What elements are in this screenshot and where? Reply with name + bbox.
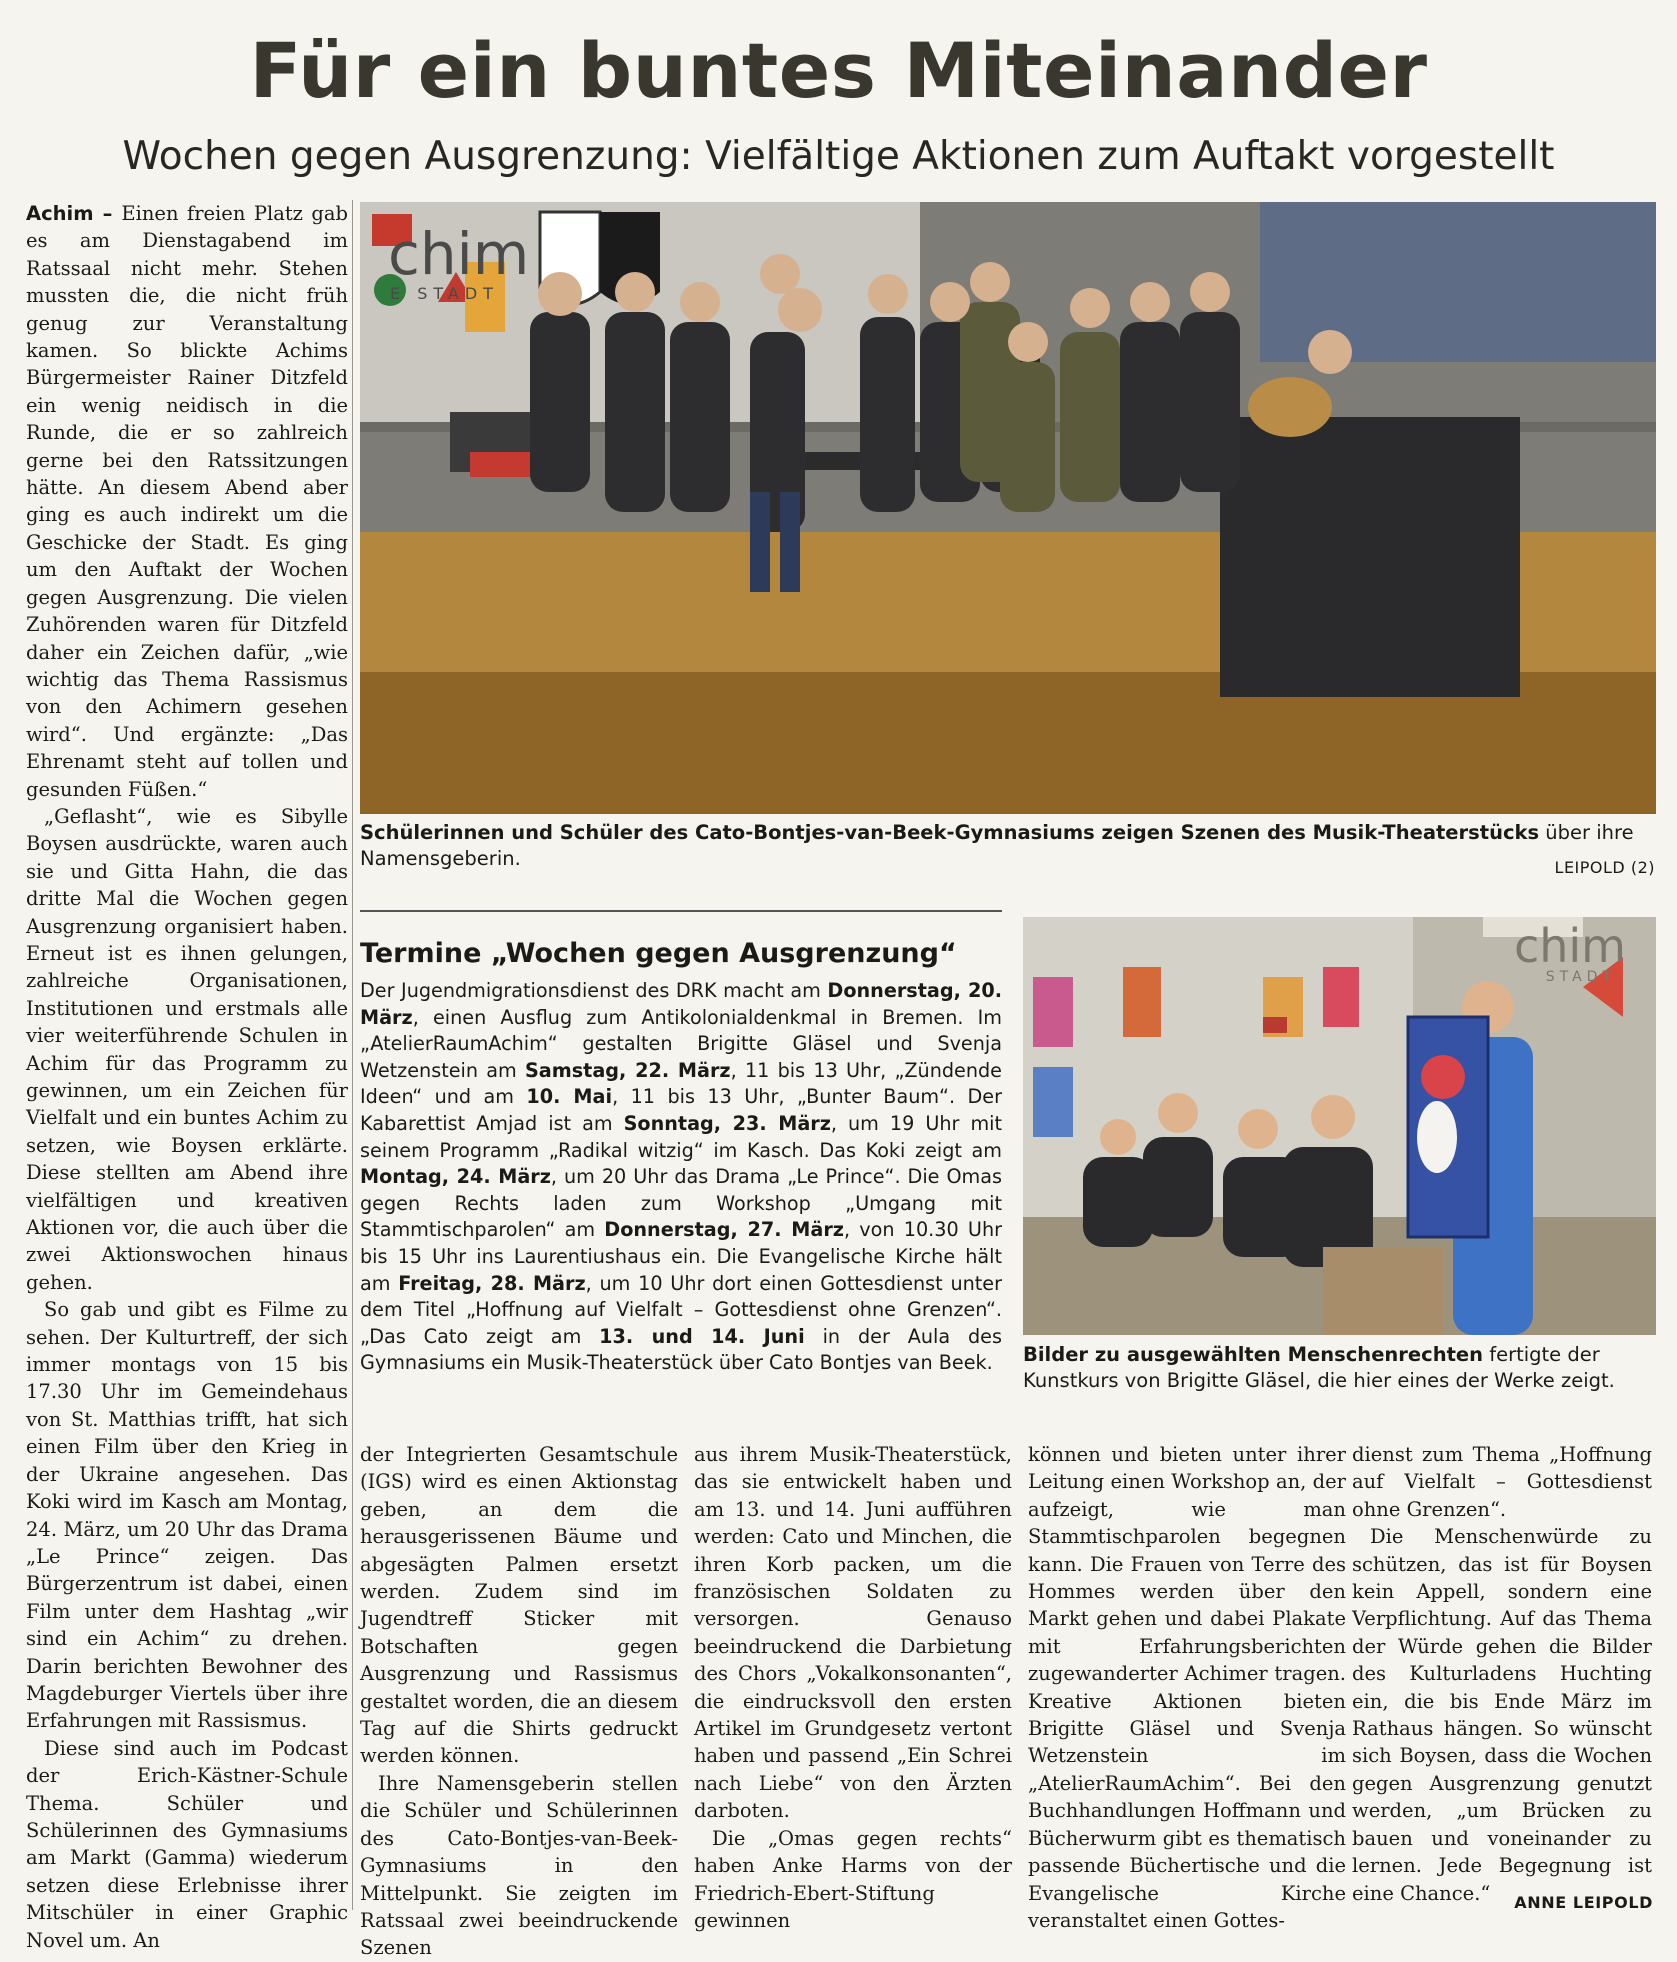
paragraph: aus ihrem Musik-Theaterstück, das sie entwickelt haben und am 13. und 14. Juni aufführen werden: Cato und Minchen, die ihren Korb packen, um die französischen Soldaten zu versorgen. Genauso beeindruckend die Darbietung des Chors „Vokalkonsonanten“, die eindrucksvoll den ersten Artikel im Grundgesetz vertont haben und passend „Ein Schrei nach Liebe“ von den Ärzten darboten. [694, 1443, 1012, 1823]
caption-text: über ihre Namensgeberin. [360, 821, 1634, 870]
article-column-5 [1352, 1441, 1652, 1907]
choir-scene-illustration [360, 202, 1656, 814]
wall-lettering: chim [1513, 919, 1626, 973]
caption-text: fertigte der Kunstkurs von Brigitte Gläsel, die hier eines der Werke zeigt. [1023, 1343, 1615, 1392]
paragraph: Die „Omas gegen rechts“ haben Anke Harms von der Friedrich-Ebert-Stiftung gewinnen [694, 1826, 1012, 1932]
subheadline: Wochen gegen Ausgrenzung: Vielfältige Aktionen zum Auftakt vorgestellt [122, 134, 1555, 179]
infobox-text: , von 10.30 Uhr bis 15 Uhr ins Laurentiushaus ein. Die Evangelische Kirche hält am [360, 1218, 1002, 1295]
infobox-body [360, 978, 1002, 1377]
paragraph: Diese sind auch im Podcast der Erich-Kästner-Schule Thema. Schüler und Schülerinnen des Gymnasiums am Markt (Gamma) wiederum setzen diese Erlebnisse ihrer Mitschüler in einer Graphic Novel um. An [26, 1736, 348, 1952]
infobox-text: , 11 bis 13 Uhr, „Bunter Baum“. Der Kabarettist Amjad ist am [360, 1085, 1003, 1135]
byline: ANNE LEIPOLD [1514, 1893, 1653, 1912]
infobox-text: , 11 bis 13 Uhr, „Zündende Ideen“ und am [360, 1058, 1002, 1109]
paragraph [26, 200, 348, 803]
infobox-date: Donnerstag, 20. März [360, 979, 1002, 1029]
infobox-date: Freitag, 28. März [398, 1271, 586, 1295]
caption-bold: Bilder zu ausgewählten Menschenrechten [1023, 1343, 1484, 1366]
infobox-date: Donnerstag, 27. März [604, 1218, 844, 1242]
photo-caption [1023, 1342, 1656, 1394]
infobox-text: , einen Ausflug zum Antikolonialdenkmal in Bremen. Im „AtelierRaumAchim“ gestalten Brigitte Gläsel und Svenja Wetzenstein am [360, 1005, 1002, 1082]
infobox-date: Sonntag, 23. März [623, 1111, 831, 1135]
paragraph: „Geflasht“, wie es Sibylle Boysen ausdrückte, waren auch sie und Gitta Hahn, die das dritte Mal die Wochen gegen Ausgrenzung organisiert haben. Erneut ist es ihnen gelungen, zahlreiche Organisationen, Institutionen und erstmals alle vier weiterführende Schulen in Achim für das Programm zu gewinnen, um ein Zeichen für Vielfalt und ein buntes Achim zu setzen, wie Boysen erklärte. Diese stellten am Abend ihre vielfältigen und kreativen Aktionen vor, die auch über die zwei Aktionswochen hinaus gehen. [26, 804, 348, 1294]
infobox-text: , um 10 Uhr dort einen Gottesdienst unter dem Titel „Hoffnung auf Vielfalt – Gottesdienst ohne Grenzen“. „Das Cato zeigt am [360, 1271, 1002, 1348]
paragraph: dienst zum Thema „Hoffnung auf Vielfalt – Gottesdienst ohne Grenzen“. [1352, 1443, 1652, 1521]
dateline: Achim – [26, 202, 122, 225]
infobox-date: 10. Mai [526, 1085, 613, 1109]
article-column-3 [694, 1441, 1012, 1934]
wall-lettering: chim [388, 220, 530, 288]
artwork-photo [1023, 917, 1656, 1335]
article-column-1 [26, 200, 348, 1954]
paragraph-text: Einen freien Platz gab es am Dienstagabend im Ratssaal nicht mehr. Stehen mussten die, die nicht früh genug zur Veranstaltung kamen. So blickte Achims Bürgermeister Rainer Ditzfeld ein wenig neidisch in die Runde, die er so zahlreich gerne bei den Ratssitzungen hätte. An diesem Abend aber ging es auch indirekt um die Geschicke der Stadt. Es ging um den Auftakt der Wochen gegen Ausgrenzung. Die vielen Zuhörenden waren für Ditzfeld daher ein Zeichen dafür, „wie wichtig das Thema Rassismus von den Achimern gesehen wird“. Und ergänzte: „Das Ehrenamt steht auf tollen und gesunden Füßen.“ [26, 202, 348, 801]
column-divider [352, 200, 353, 1910]
headline: Für ein buntes Miteinander [249, 26, 1428, 115]
paragraph: Die Menschenwürde zu schützen, das ist für Boysen kein Appell, sondern eine Verpflichtung. Auf das Thema der Würde gehen die Bilder des Kulturladens Huchting ein, die bis Ende März im Rathaus hängen. So wünscht sich Boysen, dass die Wochen gegen Ausgrenzung genutzt werden, „um Brücken zu bauen und voneinander zu lernen. Jede Begegnung ist eine Chance.“ [1352, 1525, 1652, 1905]
infobox-title: Termine „Wochen gegen Ausgrenzung“ [360, 938, 957, 969]
infobox-date: 13. und 14. Juni [599, 1324, 805, 1348]
infobox-date: Montag, 24. März [360, 1165, 551, 1189]
infobox-text: Der Jugendmigrationsdienst des DRK macht am [360, 979, 828, 1002]
paragraph: können und bieten unter ihrer Leitung einen Workshop an, der aufzeigt, wie man Stammtischparolen begegnen kann. Die Frauen von Terre des Hommes werden über den Markt gehen und dabei Plakate mit Erfahrungsberichten zugewanderter Achimer tragen. Kreative Aktionen bieten Brigitte Gläsel und Svenja Wetzenstein im „AtelierRaumAchim“. Bei den Buchhandlungen Hoffmann und Bücherwurm gibt es thematisch passende Büchertische und die Evangelische Kirche veranstaltet einen Gottes- [1028, 1443, 1346, 1932]
photo-credit: LEIPOLD (2) [1554, 858, 1655, 877]
paragraph: der Integrierten Gesamtschule (IGS) wird es einen Aktionstag geben, an dem die herausgerissenen Bäume und abgesägten Palmen ersetzt werden. Zudem sind im Jugendtreff Sticker mit Botschaften gegen Ausgrenzung und Rassismus gestaltet worden, die an diesem Tag auf die Shirts gedruckt werden können. [360, 1443, 678, 1768]
paragraph: Ihre Namensgeberin stellen die Schüler und Schülerinnen des Cato-Bontjes-van-Beek-Gymnasiums in den Mittelpunkt. Sie zeigten im Ratssaal zwei beeindruckende Szenen [360, 1771, 678, 1960]
paragraph: So gab und gibt es Filme zu sehen. Der Kulturtreff, der sich immer montags von 15 bis 17.30 Uhr im Gemeindehaus von St. Matthias trifft, hat sich einen Film über den Krieg in der Ukraine angesehen. Das Koki wird im Kasch am Montag, 24. März, um 20 Uhr das Drama „Le Prince“ zeigen. Das Bürgerzentrum ist dabei, einen Film unter dem Hashtag „wir sind ein Achim“ zu drehen. Darin berichten Bewohner des Magdeburger Viertels über ihre Erfahrungen mit Rassismus. [26, 1298, 348, 1733]
article-column-2 [360, 1441, 678, 1962]
article-column-4 [1028, 1441, 1346, 1934]
choir-photo [360, 202, 1656, 814]
caption-bold: Schülerinnen und Schüler des Cato-Bontjes-van-Beek-Gymnasiums zeigen Szenen des Musik-Theaterstücks [360, 821, 1540, 844]
infobox-text: , um 20 Uhr das Drama „Le Prince“. Die Omas gegen Rechts laden zum Workshop „Umgang mit Stammtischparolen“ am [360, 1165, 1002, 1242]
photo-caption [360, 820, 1656, 872]
wall-lettering-small: STADT [1545, 969, 1616, 985]
infobox-date: Samstag, 22. März [524, 1058, 731, 1082]
dates-infobox [360, 910, 1002, 1390]
infobox-text: in der Aula des Gymnasiums ein Musik-Theaterstück über Cato Bontjes van Beek. [360, 1324, 1002, 1375]
infobox-text: , um 19 Uhr mit seinem Programm „Radikal witzig“ im Kasch. Das Koki zeigt am [360, 1111, 1002, 1162]
wall-lettering-small: E STADT [390, 284, 499, 303]
